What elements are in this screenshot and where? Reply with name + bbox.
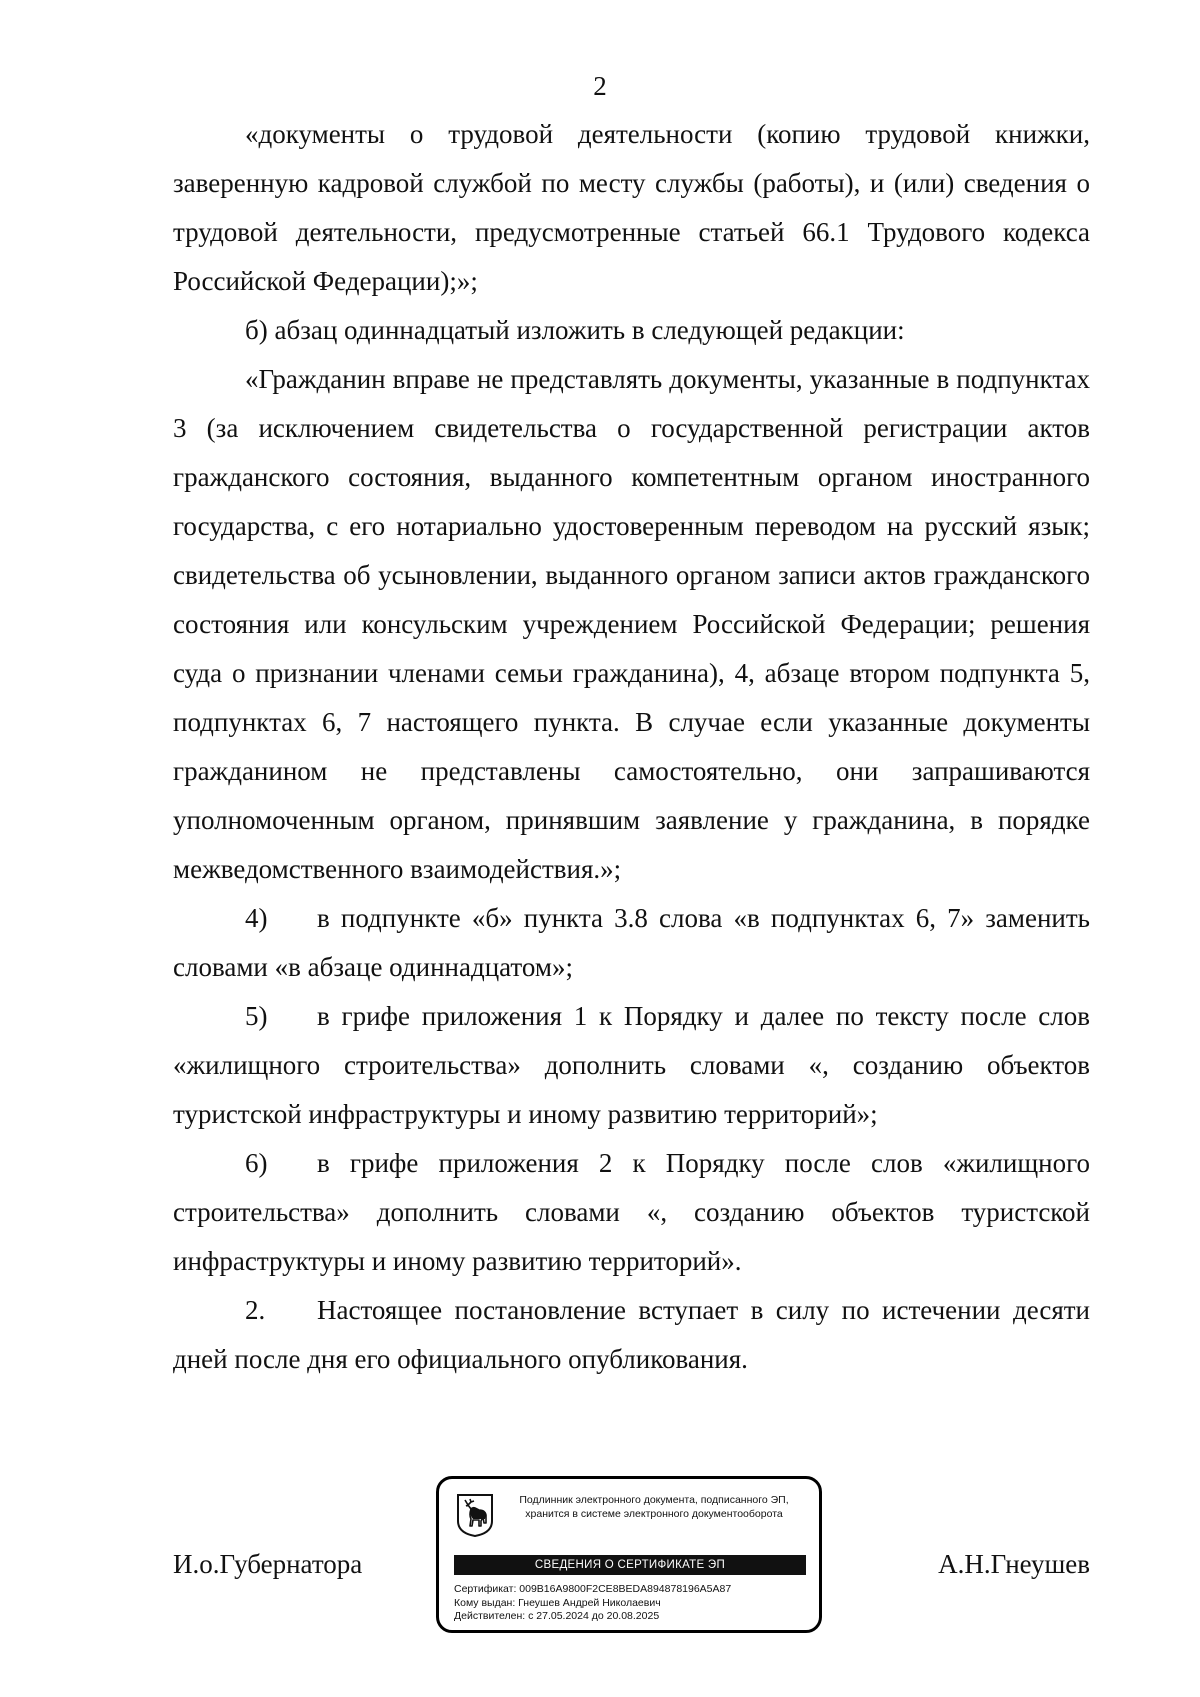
item-text: в грифе приложения 1 к Порядку и далее по тексту после слов «жилищного строительства» дополнить словами «, созданию объектов туристской инфраструктуры и иному развитию территорий»;	[173, 1001, 1090, 1129]
electronic-signature-stamp	[436, 1476, 822, 1633]
list-item	[173, 992, 1090, 1139]
certificate-number: Сертификат: 009B16A9800F2CE8BEDA894878196A5A87	[454, 1583, 732, 1595]
certificate-owner: Кому выдан: Гнеушев Андрей Николаевич	[454, 1596, 661, 1609]
paragraph-abzac-eleven: б) абзац одиннадцатый изложить в следующей редакции:	[245, 315, 905, 345]
paragraph-citizen-rights: «Гражданин вправе не представлять документы, указанные в подпунктах 3 (за исключением свидетельства о государственной регистрации актов гражданского состояния, выданного компетентным органом иностранного государства, с его нотариально удостоверенным переводом на русский язык; свидетельства об усыновлении, выданного органом записи актов гражданского состояния или консульским учреждением Российской Федерации; решения суда о признании членами семьи гражданина), 4, абзаце втором подпункта 5, подпунктах 6, 7 настоящего пункта. В случае если указанные документы гражданином не представлены самостоятельно, они запрашиваются уполномоченным органом, принявшим заявление у гражданина, в порядке межведомственного взаимодействия.»;	[173, 364, 1090, 884]
stamp-certificate-band: СВЕДЕНИЯ О СЕРТИФИКАТЕ ЭП	[454, 1555, 806, 1575]
list-item	[173, 894, 1090, 992]
list-item	[173, 1139, 1090, 1286]
signatory-position: И.о.Губернатора	[173, 1549, 363, 1579]
stamp-header-line: хранится в системе электронного документооборота	[525, 1508, 783, 1520]
item-text: в грифе приложения 2 к Порядку после слов «жилищного строительства» дополнить словами «, созданию объектов туристской инфраструктуры и иному развитию территорий».	[173, 1148, 1090, 1276]
stamp-header	[499, 1493, 809, 1521]
deer-coat-of-arms-icon	[456, 1493, 494, 1537]
certificate-validity: Действителен: с 27.05.2024 до 20.08.2025	[454, 1610, 660, 1622]
document-body	[173, 110, 1090, 1384]
signatory-name: А.Н.Гнеушев	[938, 1549, 1090, 1579]
item-number: 6)	[245, 1148, 268, 1178]
item-number: 4)	[245, 903, 268, 933]
page-number: 2	[593, 71, 607, 101]
item-number: 2.	[245, 1295, 266, 1325]
item-number: 5)	[245, 1001, 268, 1031]
item-text: в подпункте «б» пункта 3.8 слова «в подпунктах 6, 7» заменить словами «в абзаце одиннадцатом»;	[173, 903, 1090, 982]
stamp-header-line: Подлинник электронного документа, подписанного ЭП,	[519, 1494, 789, 1506]
stamp-details	[454, 1583, 814, 1624]
list-item	[173, 1286, 1090, 1384]
paragraph-documents-labor: «документы о трудовой деятельности (копию трудовой книжки, заверенную кадровой службой по месту службы (работы), и (или) сведения о трудовой деятельности, предусмотренные статьей 66.1 Трудового кодекса Российской Федерации);»;	[173, 119, 1090, 296]
item-text: Настоящее постановление вступает в силу по истечении десяти дней после дня его официального опубликования.	[173, 1295, 1090, 1374]
